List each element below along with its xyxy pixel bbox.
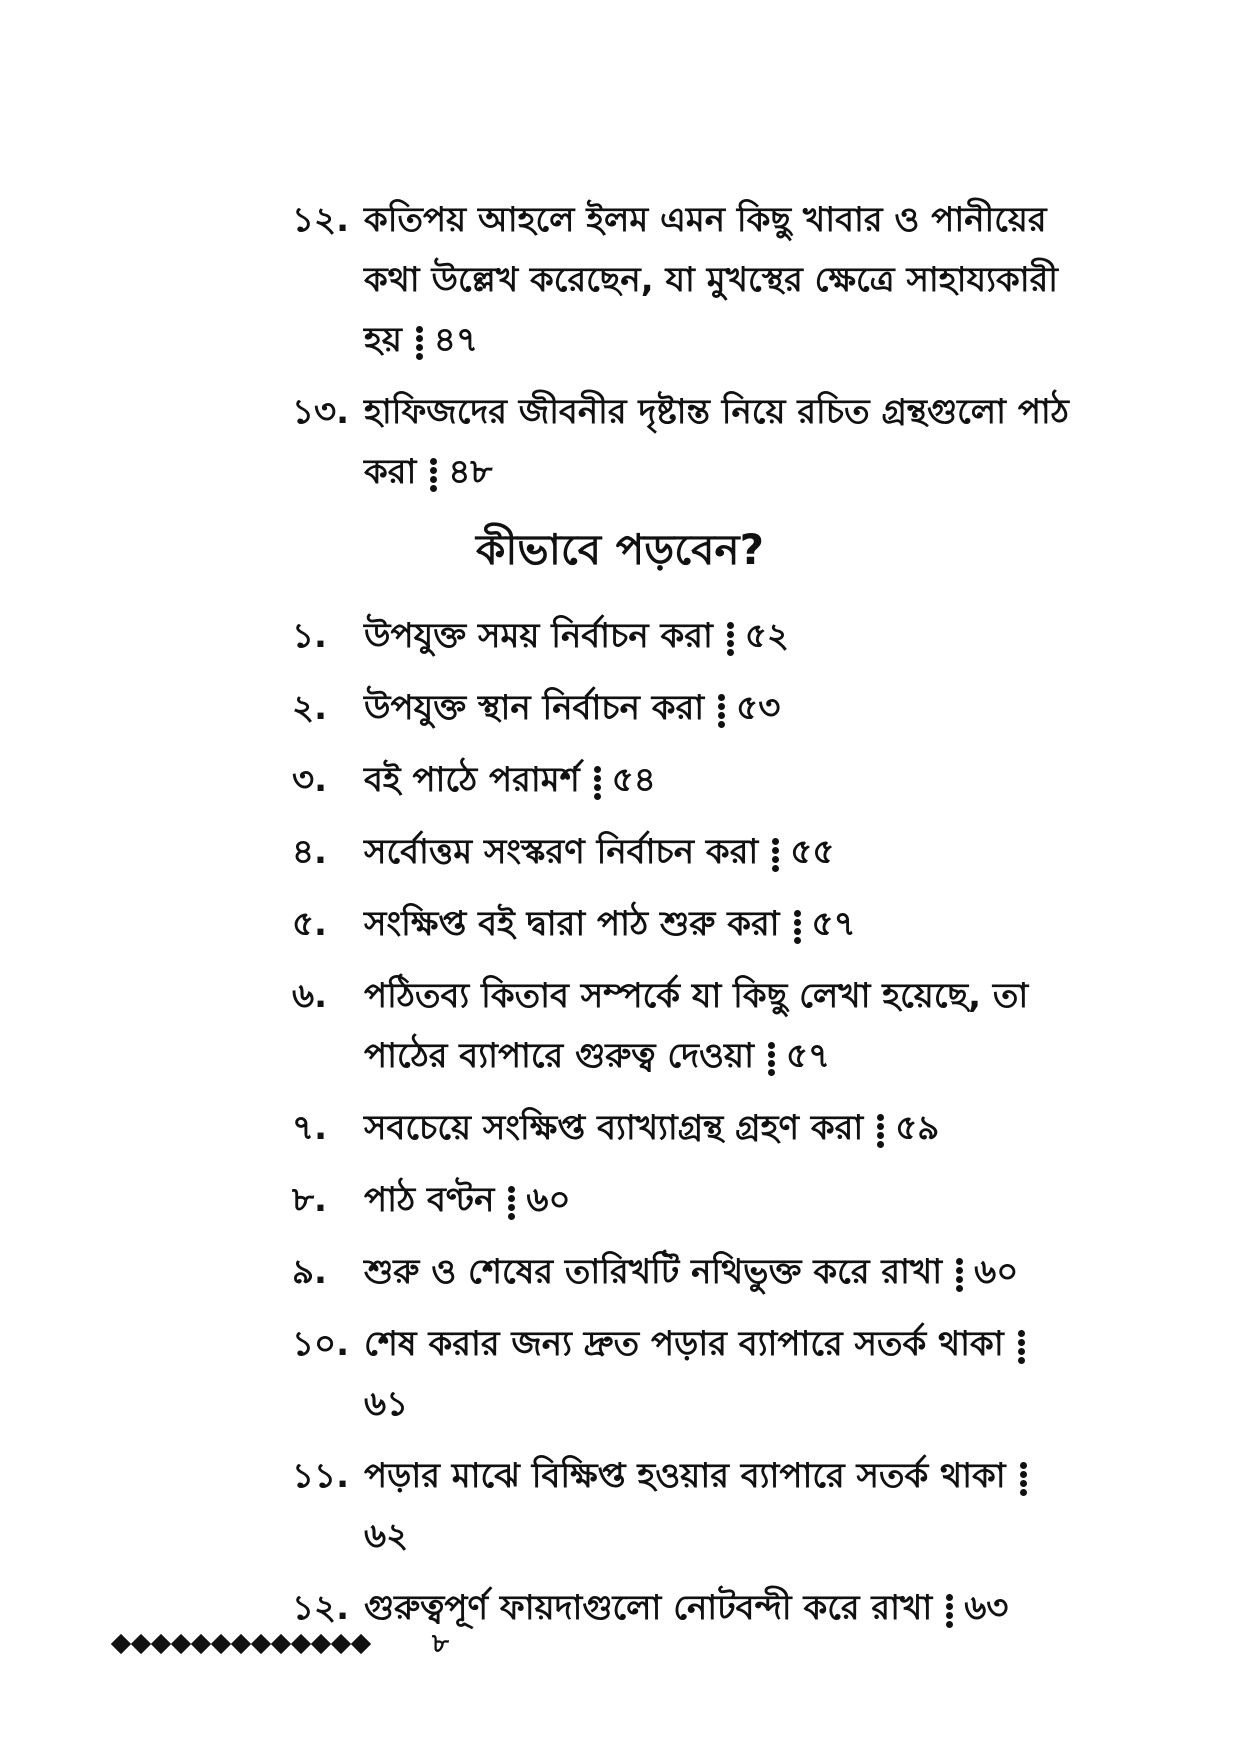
entry-title: বই পাঠে পরামর্শ: [364, 760, 580, 800]
footer-diamond-ornament: [112, 1632, 370, 1656]
entry-number: ৯.: [292, 1252, 327, 1292]
separator-dots-icon: [792, 910, 802, 942]
entry-number: ১০.: [292, 1324, 350, 1364]
separator-dots-icon: [944, 1594, 954, 1626]
entry-title: গুরুত্বপূর্ণ ফায়দাগুলো নোটবন্দী করে রাখা: [364, 1588, 933, 1628]
toc-top-list: [292, 190, 1072, 502]
separator-dots-icon: [770, 838, 780, 870]
diamond-icon: [311, 1634, 331, 1654]
toc-entry: [292, 1170, 1072, 1230]
entry-number: ১.: [292, 616, 327, 656]
entry-page: ৫৭: [811, 904, 856, 944]
entry-page: ৬০: [974, 1252, 1019, 1292]
toc-entry: [292, 382, 1072, 502]
toc-entry: [292, 606, 1072, 666]
entry-title: সংক্ষিপ্ত বই দ্বারা পাঠ শুরু করা: [364, 904, 780, 944]
entry-title: শুরু ও শেষের তারিখটি নথিভুক্ত করে রাখা: [364, 1252, 943, 1292]
entry-page: ৪৮: [448, 452, 493, 492]
toc-entry: [292, 190, 1072, 370]
diamond-icon: [291, 1634, 311, 1654]
separator-dots-icon: [1018, 1462, 1028, 1494]
page-number: ৮: [432, 1629, 449, 1659]
separator-dots-icon: [954, 1258, 964, 1290]
entry-number: ৩.: [292, 760, 328, 800]
separator-dots-icon: [428, 458, 438, 490]
separator-dots-icon: [716, 694, 726, 726]
toc-entry: [292, 1446, 1072, 1566]
entry-page: ৬১: [364, 1384, 409, 1424]
entry-title: পাঠ বণ্টন: [364, 1180, 495, 1220]
diamond-icon: [131, 1634, 151, 1654]
entry-number: ১২.: [292, 1588, 350, 1628]
entry-title: সর্বোত্তম সংস্করণ নির্বাচন করা: [364, 832, 759, 872]
separator-dots-icon: [1016, 1330, 1026, 1362]
diamond-icon: [231, 1634, 251, 1654]
separator-dots-icon: [875, 1114, 885, 1146]
entry-page: ৫৭: [785, 1036, 831, 1076]
toc-entry: [292, 750, 1072, 810]
entry-title: উপযুক্ত স্থান নির্বাচন করা: [364, 688, 705, 728]
entry-number: ৫.: [292, 904, 327, 944]
entry-title: সবচেয়ে সংক্ষিপ্ত ব্যাখ্যাগ্রন্থ গ্রহণ করা: [364, 1108, 864, 1148]
toc-entry: [292, 1098, 1072, 1158]
diamond-icon: [171, 1634, 191, 1654]
entry-number: ২.: [292, 688, 328, 728]
entry-page: ৬০: [526, 1180, 571, 1220]
entry-title: উপযুক্ত সময় নির্বাচন করা: [364, 616, 713, 656]
entry-title: হাফিজদের জীবনীর দৃষ্টান্ত নিয়ে রচিত গ্রন্থগুলো পাঠ করা: [364, 392, 1069, 492]
diamond-icon: [251, 1634, 271, 1654]
entry-page: ৪৭: [433, 320, 479, 360]
separator-dots-icon: [725, 622, 735, 654]
toc-entry: [292, 1314, 1072, 1434]
entry-title: পড়ার মাঝে বিক্ষিপ্ত হওয়ার ব্যাপারে সতর্ক থাকা: [364, 1456, 1006, 1496]
entry-number: ১৩.: [292, 392, 350, 432]
entry-page: ৫২: [744, 616, 790, 656]
section-heading: কীভাবে পড়বেন?: [476, 525, 764, 574]
toc-entry: [292, 1242, 1072, 1302]
diamond-icon: [151, 1634, 171, 1654]
entry-page: ৬২: [364, 1516, 409, 1556]
toc-entry: [292, 894, 1072, 954]
diamond-icon: [331, 1634, 351, 1654]
entry-number: ৬.: [292, 976, 328, 1016]
toc-main-list: [292, 606, 1072, 1638]
entry-title: শেষ করার জন্য দ্রুত পড়ার ব্যাপারে সতর্ক থাকা: [364, 1324, 1004, 1364]
entry-page: ৫৪: [611, 760, 656, 800]
entry-title: পঠিতব্য কিতাব সম্পর্কে যা কিছু লেখা হয়েছে, তা পাঠের ব্যাপারে গুরুত্ব দেওয়া: [364, 976, 1029, 1076]
separator-dots-icon: [592, 766, 602, 798]
entry-page: ৫৩: [736, 688, 781, 728]
toc-entry: [292, 1578, 1072, 1638]
entry-number: ৮.: [292, 1180, 327, 1220]
entry-number: ৭.: [292, 1108, 328, 1148]
toc-entry: [292, 678, 1072, 738]
separator-dots-icon: [766, 1042, 776, 1074]
diamond-icon: [191, 1634, 211, 1654]
entry-page: ৫৯: [895, 1108, 940, 1148]
diamond-icon: [211, 1634, 231, 1654]
entry-number: ১২.: [292, 200, 350, 240]
diamond-icon: [271, 1634, 291, 1654]
entry-number: ১১.: [292, 1456, 350, 1496]
diamond-icon: [351, 1634, 371, 1654]
entry-title: কতিপয় আহলে ইলম এমন কিছু খাবার ও পানীয়ের কথা উল্লেখ করেছেন, যা মুখস্থের ক্ষেত্রে সাহায্যকারী হয়: [364, 200, 1059, 360]
toc-entry: [292, 822, 1072, 882]
diamond-icon: [111, 1634, 131, 1654]
separator-dots-icon: [506, 1186, 516, 1218]
separator-dots-icon: [414, 326, 424, 358]
entry-page: ৬৩: [964, 1588, 1009, 1628]
entry-page: ৫৫: [790, 832, 835, 872]
entry-number: ৪.: [292, 832, 327, 872]
toc-entry: [292, 966, 1072, 1086]
